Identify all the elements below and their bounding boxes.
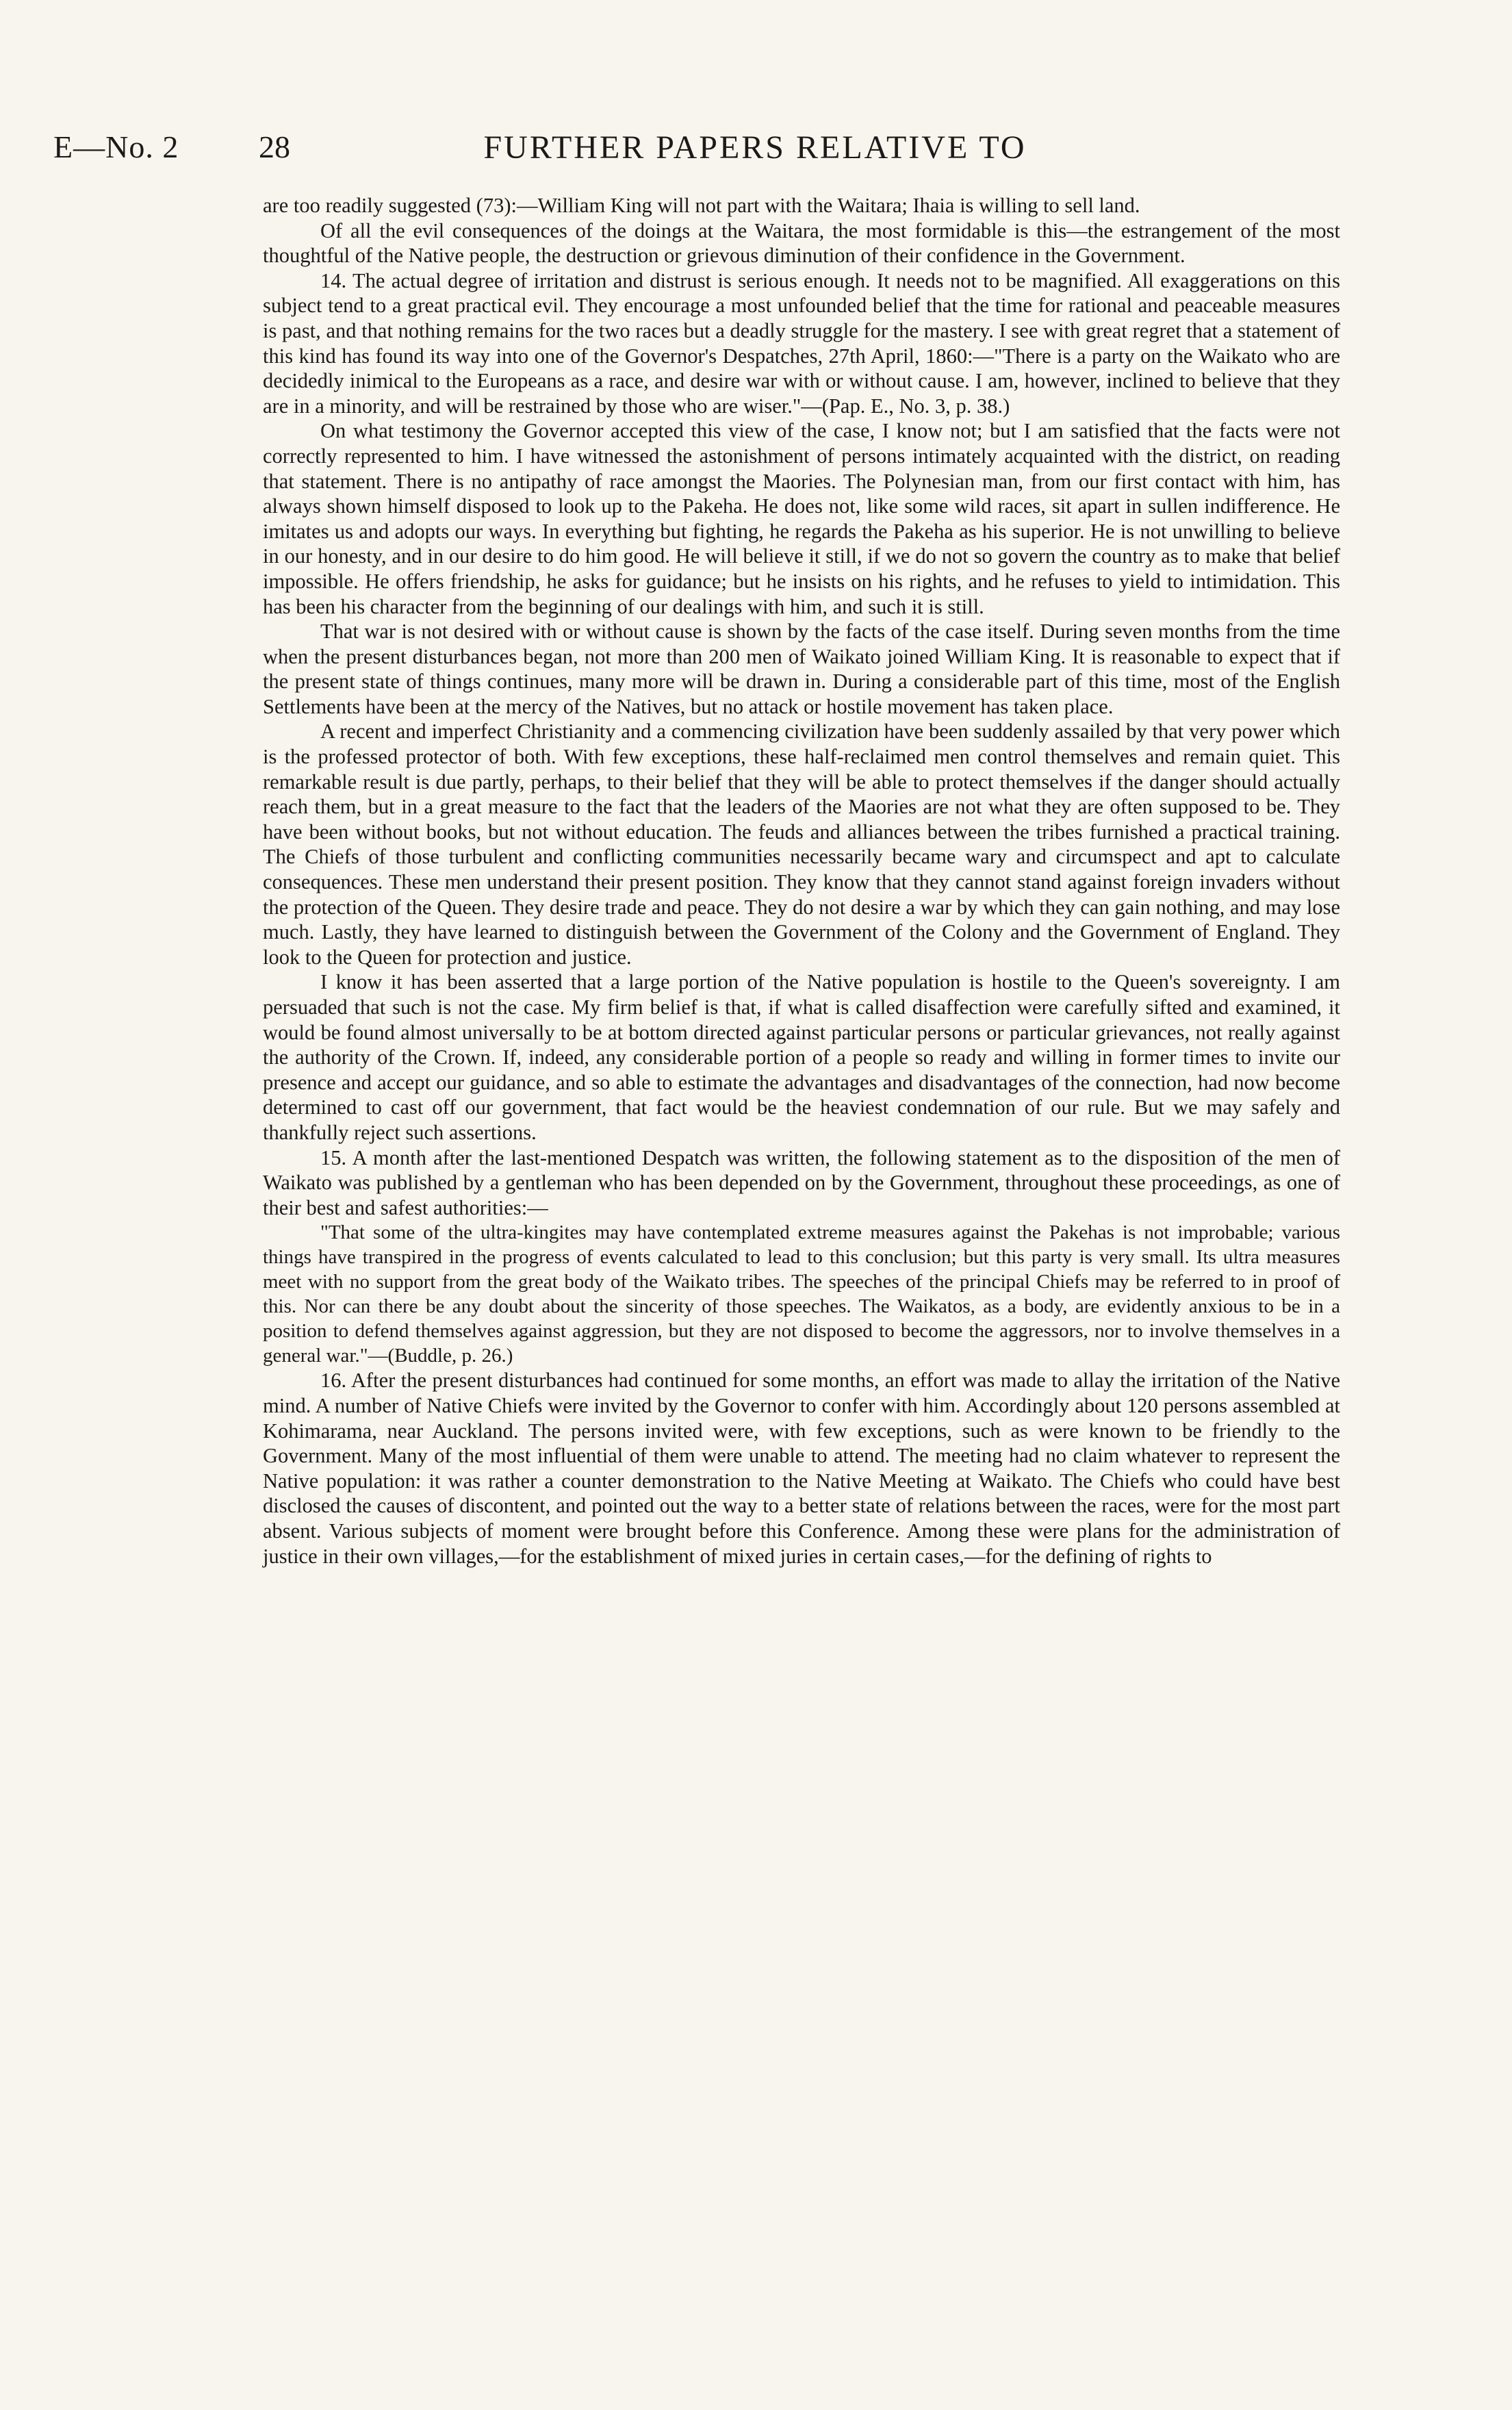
page-header [53, 129, 1354, 177]
paragraph: On what testimony the Governor accepted this view of the case, I know not; but I am satisfied that the facts were not correctly represented to him. I have witnessed the astonishment of persons intimately acquainted with the district, on reading that statement. There is no antipathy of race amongst the Maories. The Polynesian man, from our first contact with him, has always shown himself disposed to look up to the Pakeha. He does not, like some wild races, sit apart in sullen indifference. He imitates us and adopts our ways. In everything but fighting, he regards the Pakeha as his superior. He is not unwilling to believe in our honesty, and in our desire to do him good. He will believe it still, if we do not so govern the country as to make that belief impossible. He offers friendship, he asks for guidance; but he insists on his rights, and he refuses to yield to intimidation. This has been his character from the beginning of our dealings with him, and such it is still. [263, 419, 1340, 618]
paragraph-15: 15. A month after the last-mentioned Despatch was written, the following statement as to the disposition of the men of Waikato was published by a gentleman who has been depended on by the Government, throughout these proceedings, as one of their best and safest authorities:— [263, 1145, 1340, 1219]
paragraph-14: 14. The actual degree of irritation and distrust is serious enough. It needs not to be magnified. All exaggerations on this subject tend to a great practical evil. They encourage a most unfounded belief that the time for rational and peaceable measures is past, and that nothing remains for the two races but a deadly struggle for the mastery. I see with great regret that a statement of this kind has found its way into one of the Governor's Despatches, 27th April, 1860:—"There is a party on the Waikato who are decidedly inimical to the Europeans as a race, and desire war with or without cause. I am, however, inclined to believe that they are in a minority, and will be restrained by those who are wiser."—(Pap. E., No. 3, p. 38.) [263, 268, 1340, 418]
page-number: 28 [259, 129, 290, 164]
paragraph: A recent and imperfect Christianity and a commencing civilization have been suddenly assailed by that very power which is the professed protector of both. With few exceptions, these half-reclaimed men control themselves and remain quiet. This remarkable result is due partly, perhaps, to their belief that they will be able to protect themselves if the danger should actually reach them, but in a great measure to the fact that the leaders of the Maories are not what they are often supposed to be. They have been without books, but not without education. The feuds and alliances between the tribes furnished a practical training. The Chiefs of those turbulent and conflicting communities necessarily became wary and circumspect and apt to calculate consequences. These men understand their present position. They know that they cannot stand against foreign invaders without the protection of the Queen. They desire trade and peace. They do not desire a war by which they can gain nothing, and may lose much. Lastly, they have learned to distinguish between the Government of the Colony and the Government of England. They look to the Queen for protection and justice. [263, 720, 1340, 969]
paragraph-continuation: are too readily suggested (73):—William King will not part with the Waitara; Ihaia is willing to sell land. [263, 194, 1140, 217]
block-quote: "That some of the ultra-kingites may have contemplated extreme measures against the Pakehas is not improbable; various things have transpired in the progress of events calculated to lead to this conclusion; but this party is very small. Its ultra measures meet with no support from the great body of the Waikato tribes. The speeches of the principal Chiefs may be referred to in proof of this. Nor can there be any doubt about the sincerity of those speeches. The Waikatos, as a body, are evidently anxious to be in a position to defend themselves against aggression, but they are not disposed to become the aggressors, nor to involve themselves in a general war."—(Buddle, p. 26.) [263, 1221, 1340, 1367]
paragraph: I know it has been asserted that a large portion of the Native population is hostile to the Queen's sovereignty. I am persuaded that such is not the case. My firm belief is that, if what is called disaffection were carefully sifted and examined, it would be found almost universally to be at bottom directed against particular persons or particular grievances, not really against the authority of the Crown. If, indeed, any considerable portion of a people so ready and willing in former times to invite our presence and accept our guidance, and so able to estimate the advantages and disadvantages of the connection, had now become determined to cast off our government, that fact would be the heaviest condemnation of our rule. But we may safely and thankfully reject such assertions. [263, 970, 1340, 1144]
paragraph-16: 16. After the present disturbances had continued for some months, an effort was made to allay the irritation of the Native mind. A number of Native Chiefs were invited by the Governor to confer with him. Accordingly about 120 persons assembled at Kohimarama, near Auckland. The persons invited were, with few exceptions, such as were known to be friendly to the Government. Many of the most influential of them were unable to attend. The meeting had no claim whatever to represent the Native population: it was rather a counter demonstration to the Native Meeting at Waikato. The Chiefs who could have best disclosed the causes of discontent, and pointed out the way to a better state of relations between the races, were for the most part absent. Various subjects of moment were brought before this Conference. Among these were plans for the administration of justice in their own villages,—for the establishment of mixed juries in certain cases,—for the defining of rights to [263, 1369, 1340, 1568]
body-text [263, 193, 1340, 1569]
paragraph: That war is not desired with or without cause is shown by the facts of the case itself. During seven months from the time when the present disturbances began, not more than 200 men of Waikato joined William King. It is reasonable to expect that if the present state of things continues, many more will be drawn in. During a considerable part of this time, most of the English Settlements have been at the mercy of the Natives, but no attack or hostile movement has taken place. [263, 620, 1340, 718]
series-label: E—No. 2 [53, 129, 179, 164]
running-title: FURTHER PAPERS RELATIVE TO [483, 129, 1027, 166]
paragraph: Of all the evil consequences of the doings at the Waitara, the most formidable is this—the estrangement of the most thoughtful of the Native people, the destruction or grievous diminution of their confidence in the Government. [263, 218, 1340, 268]
